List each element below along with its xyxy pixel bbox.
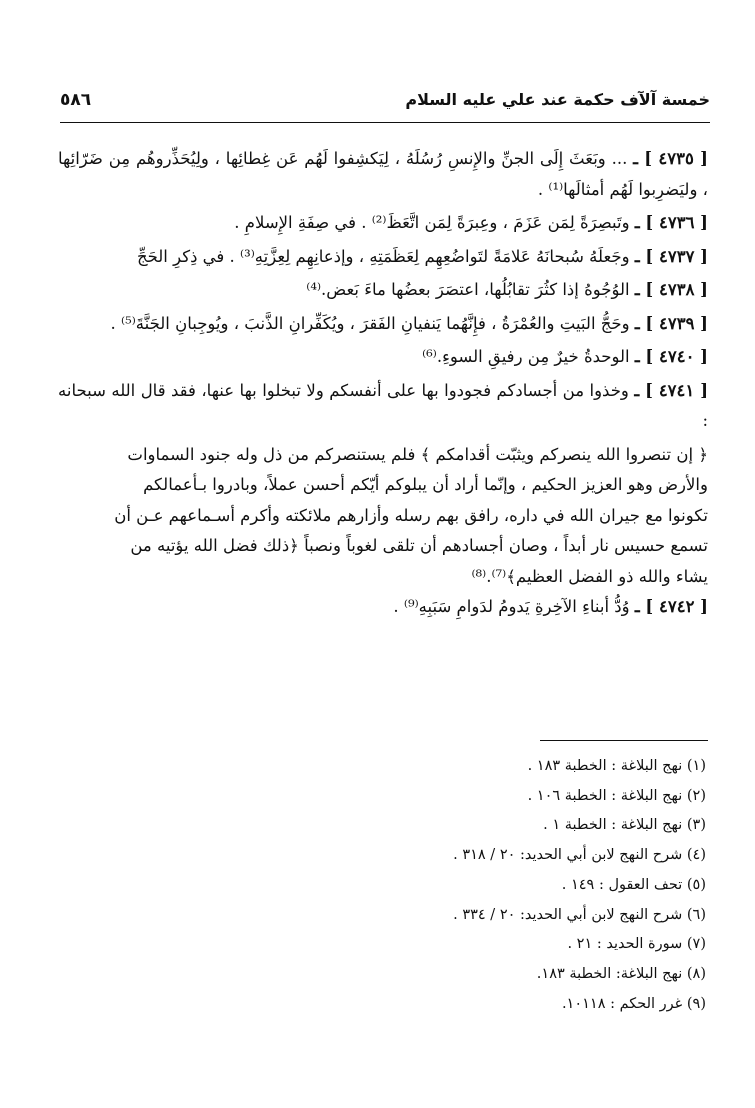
page-number: ٥٨٦ (60, 90, 92, 110)
quote-line: تكونوا مع جيران الله في داره، رافق بهم رسله وأزارهم ملائكته وأكرم أسـماعهم عـن أن (114, 505, 708, 525)
entry-text: الوُجُوهُ إذا كثُرَ تقابُلُها، اعتصَرَ بعضُها ماءَ بَعض.⁽⁴⁾ (306, 280, 630, 299)
entry-4735 (58, 144, 708, 205)
entry-4739 (58, 309, 708, 340)
quote-line: ﴿ إن تنصروا الله ينصركم ويثبّت أقدامكم ﴾ فلم يستنصركم من ذل وله جنود السماوات (127, 444, 708, 464)
footnote-item: (٦) شرح النهج لابن أبي الحديد: ٢٠ / ٣٣٤ . (453, 906, 706, 923)
entry-text: وُدُّ أبناءِ الآخِرةِ يَدومُ لدَوامِ سَبَبِهِ⁽⁹⁾ . (393, 597, 630, 616)
footnote-item: (٢) نهج البلاغة : الخطبة ١٠٦ . (527, 787, 706, 804)
entry-number: [ ٤٧٣٧ ] ـ (634, 246, 708, 266)
quote-line: تسمع حسيس نار أبداً ، وصان أجسادهم أن تلقى لغوباً ونصباً ﴿ذلك فضل الله يؤتيه من (130, 536, 708, 555)
entry-text: الوحدةُ خيرٌ مِن رفيقِ السوءِ.⁽⁶⁾ (422, 347, 630, 366)
main-text (58, 144, 708, 626)
footnote-item: (١) نهج البلاغة : الخطبة ١٨٣ . (527, 758, 706, 774)
entry-4736 (58, 208, 708, 239)
entry-number: [ ٤٧٣٨ ] ـ (634, 280, 708, 299)
footnote-item: (٥) تحف العقول : ١٤٩ . (561, 876, 706, 893)
header-title: خمسة آلآف حكمة عند علي عليه السلام (405, 90, 710, 109)
footnote-item: (٧) سورة الحديد : ٢١ . (567, 936, 706, 953)
footnote-item: (٩) غرر الحكم : ١٠١١٨. (561, 995, 706, 1012)
entry-text: ... وبَعَثَ إِلَى الجنِّ والإِنسِ رُسُلَهُ ، لِيَكشِفوا لَهُم عَن غِطائِها ، ولِيُحَذِّروهُم مِن ضَرّائِها ، وليَضرِبوا لَهُم أمثالَها⁽¹⁾ . (58, 149, 708, 199)
page-header (60, 88, 710, 123)
entry-4742 (58, 592, 708, 623)
quote-line: يشاء والله ذو الفضل العظيم﴾⁽⁷⁾.⁽⁸⁾ (471, 566, 708, 586)
footnote-item: (٨) نهج البلاغة: الخطبة ١٨٣. (536, 965, 706, 982)
entry-text: وخذوا من أجسادكم فجودوا بها على أنفسكم ولا تبخلوا بها عنها، فقد قال الله سبحانه : (58, 380, 708, 430)
quote-line: والأرض وهو العزيز الحكيم ، وإنّما أراد أن يبلوكم أيّكم أحسن عملاً، وبادروا بـأعمالكم (143, 475, 708, 494)
footnote-item: (٣) نهج البلاغة : الخطبة ١ . (543, 817, 706, 834)
footnotes-list (306, 752, 706, 1019)
footnote-separator (540, 740, 708, 741)
entry-4737 (58, 242, 708, 273)
entry-number: [ ٤٧٤١ ] ـ (634, 380, 708, 400)
entry-number: [ ٤٧٤٠ ] ـ (634, 347, 708, 366)
entry-text: وتَبصِرَةً لِمَن عَزَمَ ، وعِبرَةً لِمَن اتَّعَظَ⁽²⁾ . في صِفَةِ الإِسلامِ . (234, 213, 630, 232)
entry-number: [ ٤٧٤٢ ] ـ (634, 597, 708, 616)
entry-4741 (58, 376, 708, 437)
entry-number: [ ٤٧٣٥ ] ـ (633, 149, 708, 168)
entry-4740 (58, 342, 708, 373)
entry-number: [ ٤٧٣٩ ] ـ (634, 313, 708, 333)
footnote-item: (٤) شرح النهج لابن أبي الحديد: ٢٠ / ٣١٨ . (453, 847, 706, 864)
entry-text: وحَجُّ البَيتِ والعُمْرَةُ ، فإِنَّهُما يَنفيانِ الفَقرَ ، ويُكَفِّرانِ الذَّنبَ ، ويُوجِبانِ الجَنَّةَ⁽⁵⁾ . (110, 313, 630, 333)
quote-block (58, 440, 708, 593)
entry-number: [ ٤٧٣٦ ] ـ (634, 213, 708, 232)
entry-text: وجَعلَهُ سُبحانَهُ عَلامَةً لتَواضُعِهِم لِعَظَمَتِهِ ، وإذعانِهِم لِعِزَّتِهِ⁽³⁾ . في ذِكرِ الحَجِّ (136, 246, 630, 266)
entry-4738 (58, 275, 708, 306)
